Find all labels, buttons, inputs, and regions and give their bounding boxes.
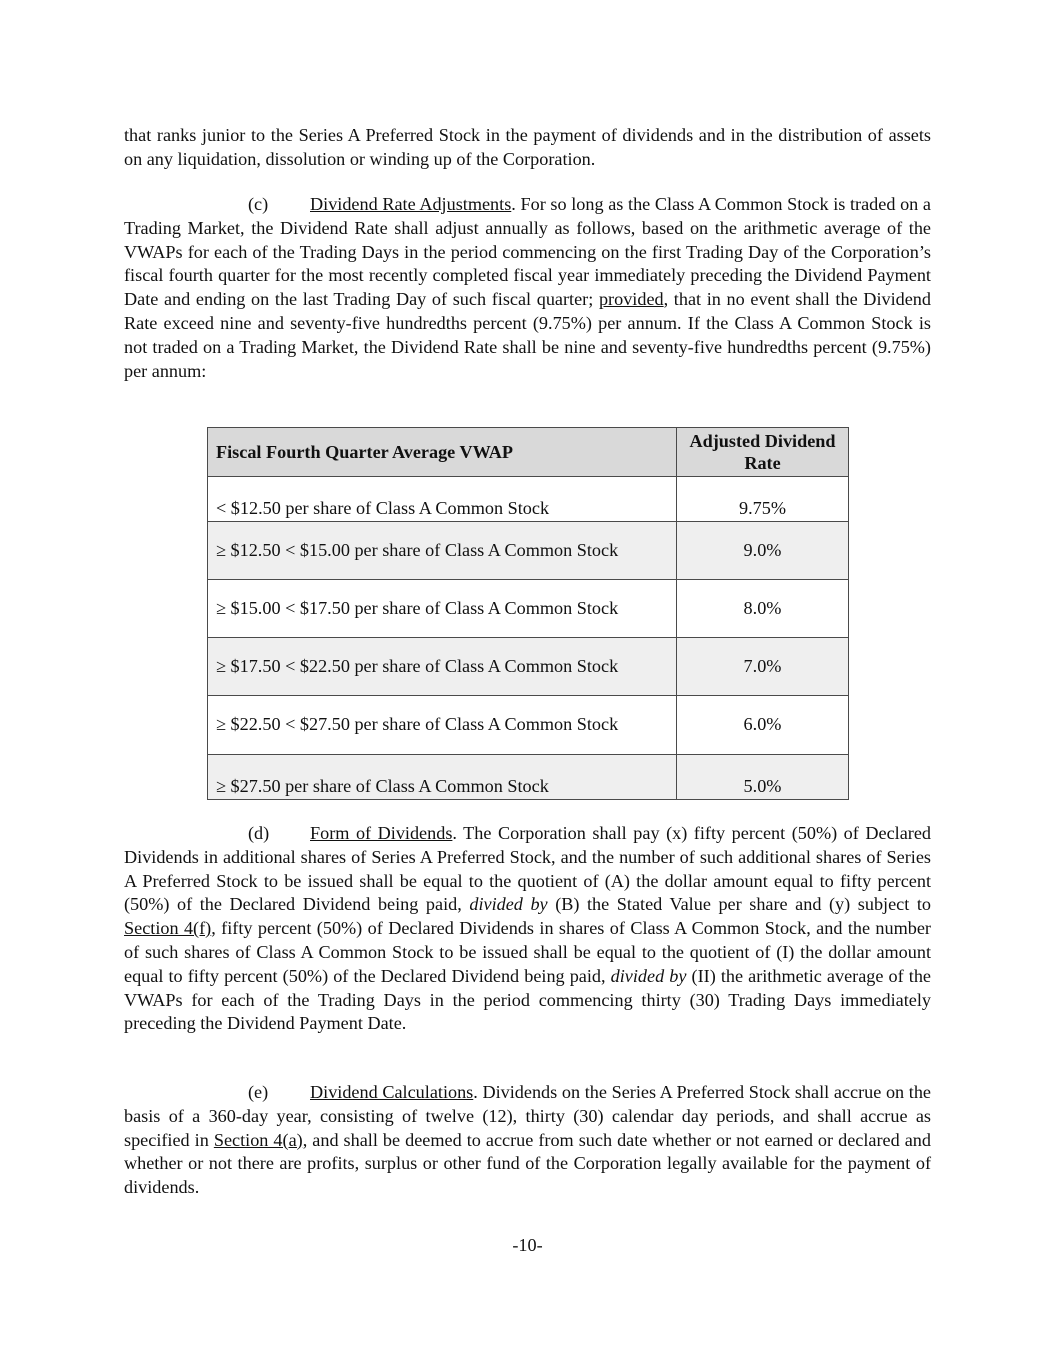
section-4a-reference: Section 4(a) <box>213 1129 303 1150</box>
header-rate: Adjusted Dividend Rate <box>677 428 849 477</box>
section-d-text-cont: (B) the Stated Value per share and (y) subject to <box>547 894 931 915</box>
divided-by-term: divided by <box>610 965 687 986</box>
table-row <box>208 477 849 522</box>
vwap-range: ≥ $22.50 < $27.50 per share of Class A Common Stock <box>208 696 677 755</box>
vwap-range: ≥ $27.50 per share of Class A Common Stock <box>208 755 677 800</box>
section-d-heading: Form of Dividends <box>310 823 453 843</box>
dividend-rate: 9.0% <box>677 522 849 580</box>
table-row <box>208 638 849 696</box>
section-d-label: (d) <box>248 823 270 843</box>
section-d-text-cont3: (II) the arithmetic average of the VWAPs for each of the Trading Days in the period commencing thirty (30) Trading Days immediately preceding the Dividend Payment Date. <box>124 965 931 1034</box>
intro-text: that ranks junior to the Series A Preferred Stock in the payment of dividends and in the distribution of assets on any liquidation, dissolution or winding up of the Corporation. <box>124 125 931 169</box>
vwap-range: ≥ $17.50 < $22.50 per share of Class A Common Stock <box>208 638 677 696</box>
section-c-heading: Dividend Rate Adjustments <box>310 194 512 214</box>
dividend-rate: 8.0% <box>677 580 849 638</box>
section-4f-reference: Section 4(f) <box>124 918 212 939</box>
section-e-text: . Dividends on the Series A Preferred Stock shall accrue on the basis of a 360-day year, consisting of twelve (12), thirty (30) calendar day periods, and shall accrue as specified in <box>124 1082 931 1150</box>
provided-term: provided <box>598 289 664 310</box>
section-c-text-cont: , that in no event shall the Dividend Rate exceed nine and seventy-five hundredths percent (9.75%) per annum. If the Class A Common Stock is not traded on a Trading Market, the Dividend Rate shall be nine and seventy-five hundredths percent (9.75%) per annum: <box>124 289 931 381</box>
section-e-paragraph <box>124 1081 931 1200</box>
dividend-rate-table <box>207 427 849 800</box>
table-row <box>208 696 849 755</box>
intro-paragraph <box>124 124 931 172</box>
table-header-row <box>208 428 849 477</box>
page-number: -10- <box>512 1235 543 1255</box>
section-e-label: (e) <box>248 1082 269 1102</box>
section-d-paragraph <box>124 822 931 1036</box>
section-c-paragraph <box>124 193 931 383</box>
dividend-rate: 5.0% <box>677 755 849 800</box>
section-c-text: . For so long as the Class A Common Stock is traded on a Trading Market, the Dividend Rate shall adjust annually as follows, based on the arithmetic average of the VWAPs for each of the Trading Days in the period commencing on the first Trading Day of the Corporation’s fiscal fourth quarter for the most recently completed fiscal year immediately preceding the Dividend Payment Date and ending on the last Trading Day of such fiscal quarter; <box>124 194 931 310</box>
section-e-text-cont: , and shall be deemed to accrue from such date whether or not earned or declared and whether or not there are profits, surplus or other fund of the Corporation legally available for the payment of dividends. <box>124 1129 931 1198</box>
section-e-heading: Dividend Calculations <box>310 1082 474 1102</box>
vwap-range: < $12.50 per share of Class A Common Stock <box>208 477 677 522</box>
vwap-range: ≥ $12.50 < $15.00 per share of Class A Common Stock <box>208 522 677 580</box>
dividend-rate: 9.75% <box>677 477 849 522</box>
section-d-text: . The Corporation shall pay (x) fifty percent (50%) of Declared Dividends in additional shares of Series A Preferred Stock, and the number of such additional shares of Series A Preferred Stock to be issued shall be equal to the quotient of (A) the dollar amount equal to fifty percent (50%) of the Declared Dividend being paid, <box>124 823 931 915</box>
section-c-label: (c) <box>248 194 269 214</box>
section-d-text-cont2: , fifty percent (50%) of Declared Dividends in shares of Class A Common Stock, and the number of such shares of Class A Common Stock to be issued shall be equal to the quotient of (I) the dollar amount equal to fifty percent (50%) of the Declared Dividend being paid, <box>124 918 931 986</box>
table-row <box>208 580 849 638</box>
header-vwap: Fiscal Fourth Quarter Average VWAP <box>208 428 677 477</box>
table-row <box>208 755 849 800</box>
dividend-rate: 7.0% <box>677 638 849 696</box>
divided-by-term: divided by <box>469 894 548 915</box>
vwap-range: ≥ $15.00 < $17.50 per share of Class A Common Stock <box>208 580 677 638</box>
table-row <box>208 522 849 580</box>
dividend-rate: 6.0% <box>677 696 849 755</box>
